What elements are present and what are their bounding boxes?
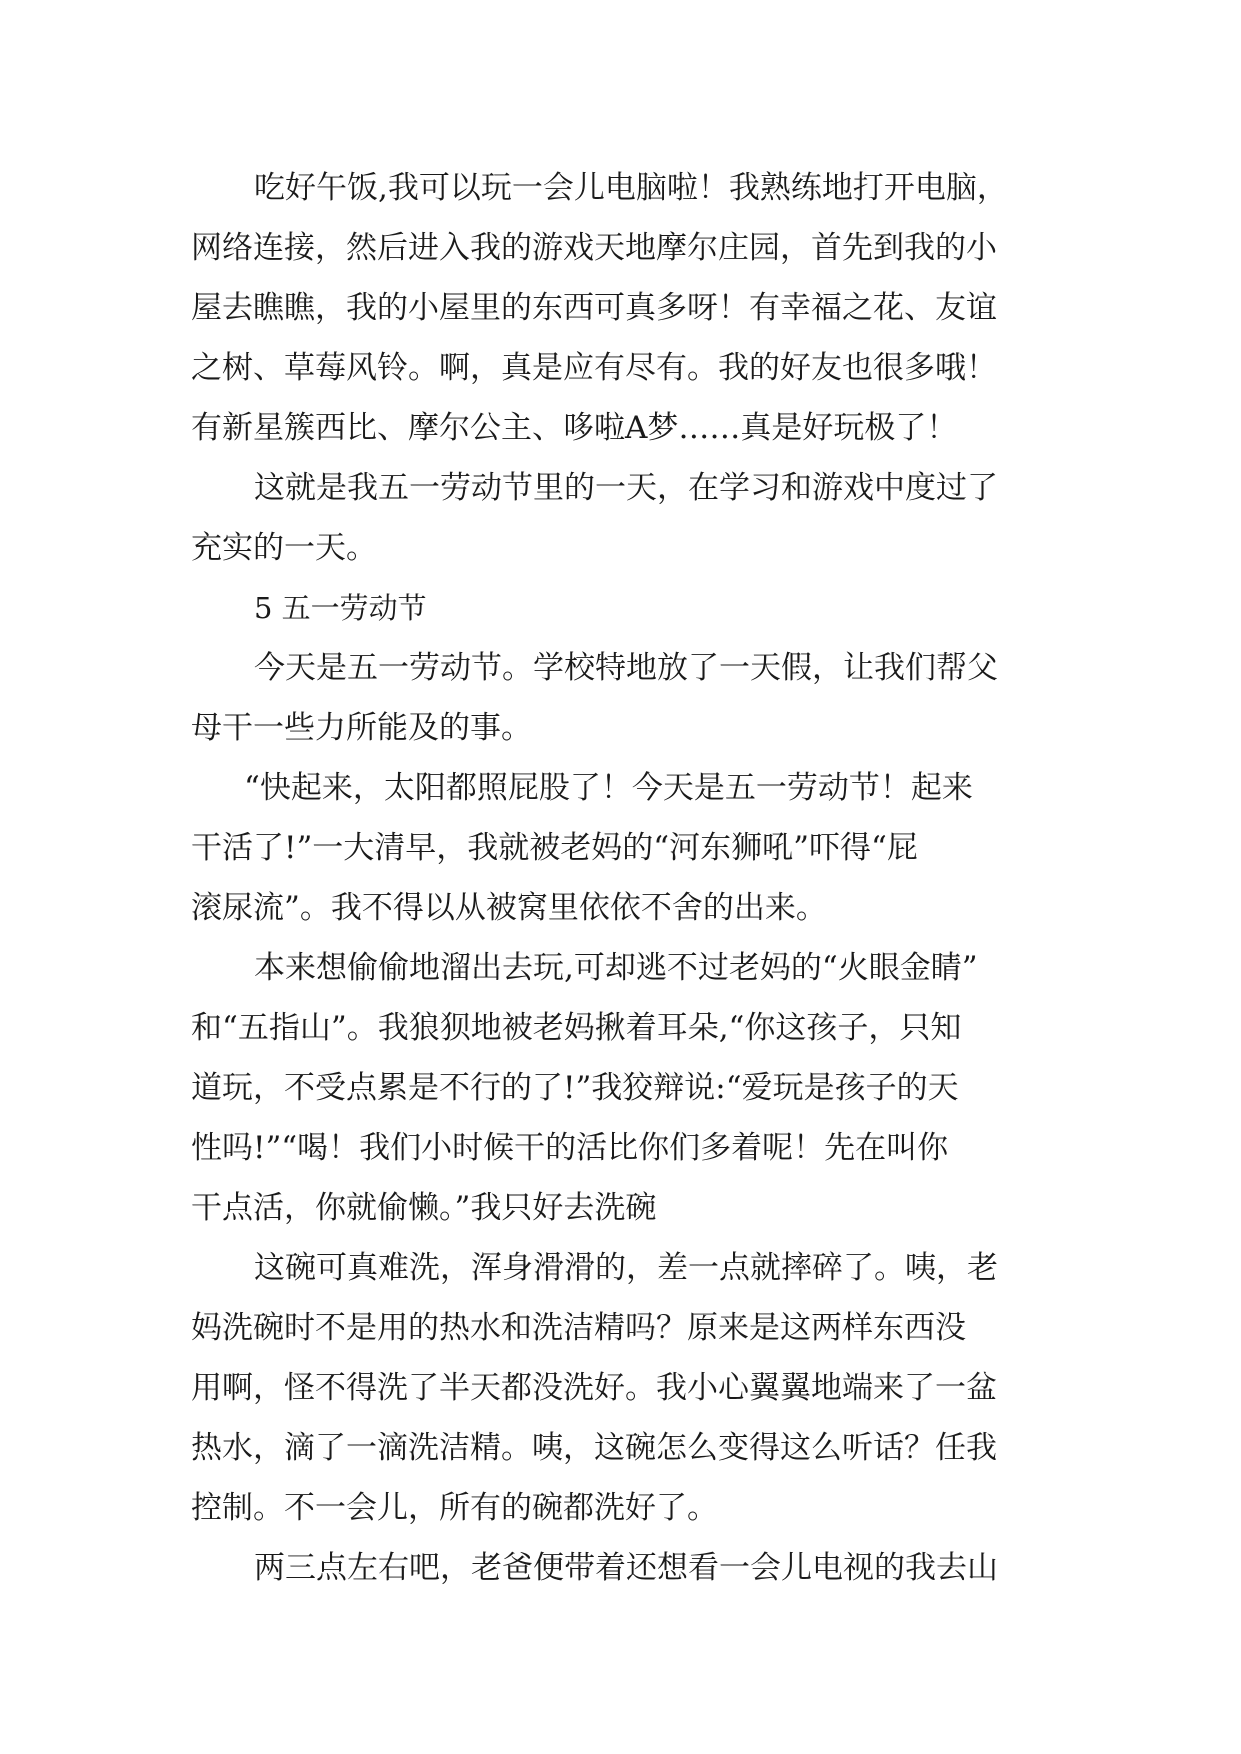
paragraph-line: 干活了!”一大清早，我就被老妈的“河东狮吼”吓得“屁: [191, 830, 918, 866]
paragraph-line: 屋去瞧瞧，我的小屋里的东西可真多呀！有幸福之花、友谊: [191, 290, 997, 326]
section-heading: 5 五一劳动节: [254, 591, 427, 625]
paragraph-line: 滚尿流”。我不得以从被窝里依依不舍的出来。: [191, 890, 827, 926]
paragraph-line: 干点活，你就偷懒。”我只好去洗碗: [191, 1190, 657, 1226]
paragraph-line: 充实的一天。: [191, 530, 377, 566]
paragraph-line: “快起来，太阳都照屁股了！今天是五一劳动节！起来: [244, 770, 973, 806]
paragraph-line: 之树、草莓风铃。啊，真是应有尽有。我的好友也很多哦！: [191, 350, 997, 386]
paragraph-line: 这碗可真难洗，浑身滑滑的，差一点就摔碎了。咦，老: [254, 1250, 998, 1286]
paragraph-line: 和“五指山”。我狼狈地被老妈揪着耳朵,“你这孩子，只知: [191, 1010, 962, 1046]
paragraph-line: 有新星簇西比、摩尔公主、哆啦A梦……真是好玩极了！: [191, 410, 958, 446]
paragraph-line: 本来想偷偷地溜出去玩,可却逃不过老妈的“火眼金睛”: [254, 950, 978, 986]
paragraph-line: 网络连接，然后进入我的游戏天地摩尔庄园，首先到我的小: [191, 230, 997, 266]
paragraph-line: 两三点左右吧，老爸便带着还想看一会儿电视的我去山: [254, 1550, 998, 1586]
paragraph-line: 道玩，不受点累是不行的了!”我狡辩说:“爱玩是孩子的天: [191, 1070, 959, 1106]
paragraph-line: 热水，滴了一滴洗洁精。咦，这碗怎么变得这么听话？任我: [191, 1430, 997, 1466]
paragraph-line: 用啊，怪不得洗了半天都没洗好。我小心翼翼地端来了一盆: [191, 1370, 997, 1406]
paragraph-line: 吃好午饭,我可以玩一会儿电脑啦！我熟练地打开电脑，: [254, 170, 1008, 206]
paragraph-line: 性吗!”“喝！我们小时候干的活比你们多着呢！先在叫你: [191, 1130, 949, 1166]
paragraph-line: 今天是五一劳动节。学校特地放了一天假，让我们帮父: [254, 650, 998, 686]
paragraph-line: 妈洗碗时不是用的热水和洗洁精吗？原来是这两样东西没: [191, 1310, 966, 1346]
paragraph-line: 这就是我五一劳动节里的一天，在学习和游戏中度过了: [254, 470, 998, 506]
paragraph-line: 控制。不一会儿，所有的碗都洗好了。: [191, 1490, 718, 1526]
paragraph-line: 母干一些力所能及的事。: [191, 710, 532, 746]
